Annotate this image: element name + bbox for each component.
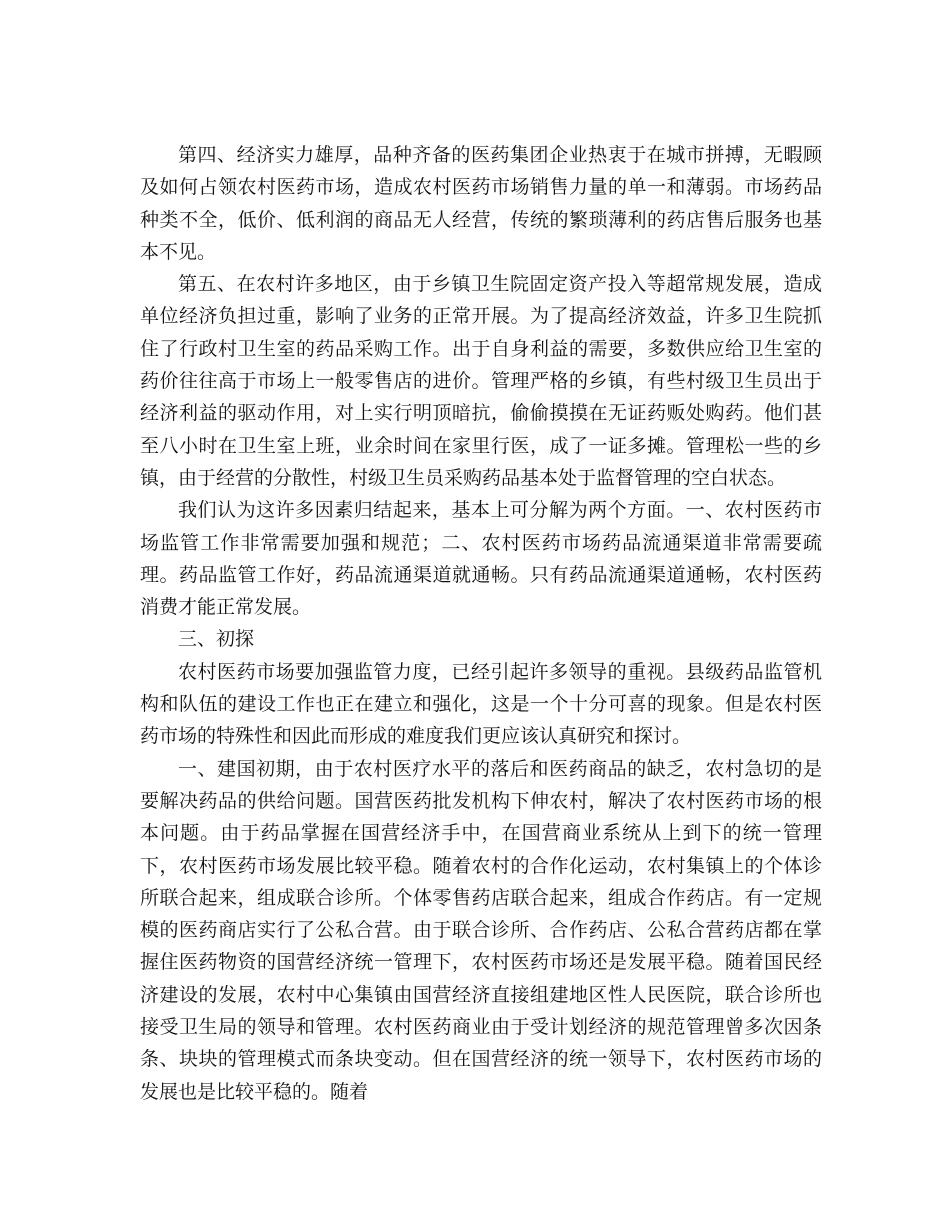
paragraph-history: 一、建国初期，由于农村医疗水平的落后和医药商品的缺乏，农村急切的是要解决药品的供给问题。国营医药批发机构下伸农村，解决了农村医药市场的根本问题。由于药品掌握在国营经济手中，在国营商业系统从上到下的统一管理下，农村医药市场发展比较平稳。随着农村的合作化运动，农村集镇上的个体诊所联合起来，组成联合诊所。个体零售药店联合起来，组成合作药店。有一定规模的医药商店实行了公私合营。由于联合诊所、合作药店、公私合营药店都在掌握住医药物资的国营经济统一管理下，农村医药市场还是发展平稳。随着国民经济建设的发展，农村中心集镇由国营经济直接组建地区性人民医院，联合诊所也接受卫生局的领导和管理。农村医药商业由于受计划经济的规范管理曾多次因条条、块块的管理模式而条块变动。但在国营经济的统一领导下，农村医药市场的发展也是比较平稳的。随着 [140, 757, 822, 1103]
paragraph-summary: 我们认为这许多因素归结起来，基本上可分解为两个方面。一、农村医药市场监管工作非常需要加强和规范；二、农村医药市场药品流通渠道非常需要疏理。药品监管工作好，药品流通渠道就通畅。只有药品流通渠道通畅，农村医药消费才能正常发展。 [140, 499, 822, 619]
paragraph-5th-factor: 第五、在农村许多地区，由于乡镇卫生院固定资产投入等超常规发展，造成单位经济负担过重，影响了业务的正常开展。为了提高经济效益，许多卫生院抓住了行政村卫生室的药品采购工作。出于自身利益的需要，多数供应给卫生室的药价往往高于市场上一般零售店的进价。管理严格的乡镇，有些村级卫生员出于经济利益的驱动作用，对上实行明顶暗抗，偷偷摸摸在无证药贩处购药。他们甚至八小时在卫生室上班，业余时间在家里行医，成了一证多摊。管理松一些的乡镇，由于经营的分散性，村级卫生员采购药品基本处于监督管理的空白状态。 [140, 273, 822, 489]
section-heading-preliminary: 三、初探 [178, 628, 255, 651]
paragraph-intro-supervision: 农村医药市场要加强监管力度，已经引起许多领导的重视。县级药品监管机构和队伍的建设工作也正在建立和强化，这是一个十分可喜的现象。但是农村医药市场的特殊性和因此而形成的难度我们更应该认真研究和探讨。 [140, 660, 822, 748]
document-body [140, 139, 822, 1108]
paragraph-4th-factor: 第四、经济实力雄厚，品种齐备的医药集团企业热衷于在城市拼搏，无暇顾及如何占领农村医药市场，造成农村医药市场销售力量的单一和薄弱。市场药品种类不全，低价、低利润的商品无人经营，传统的繁琐薄利的药店售后服务也基本不见。 [140, 144, 822, 263]
